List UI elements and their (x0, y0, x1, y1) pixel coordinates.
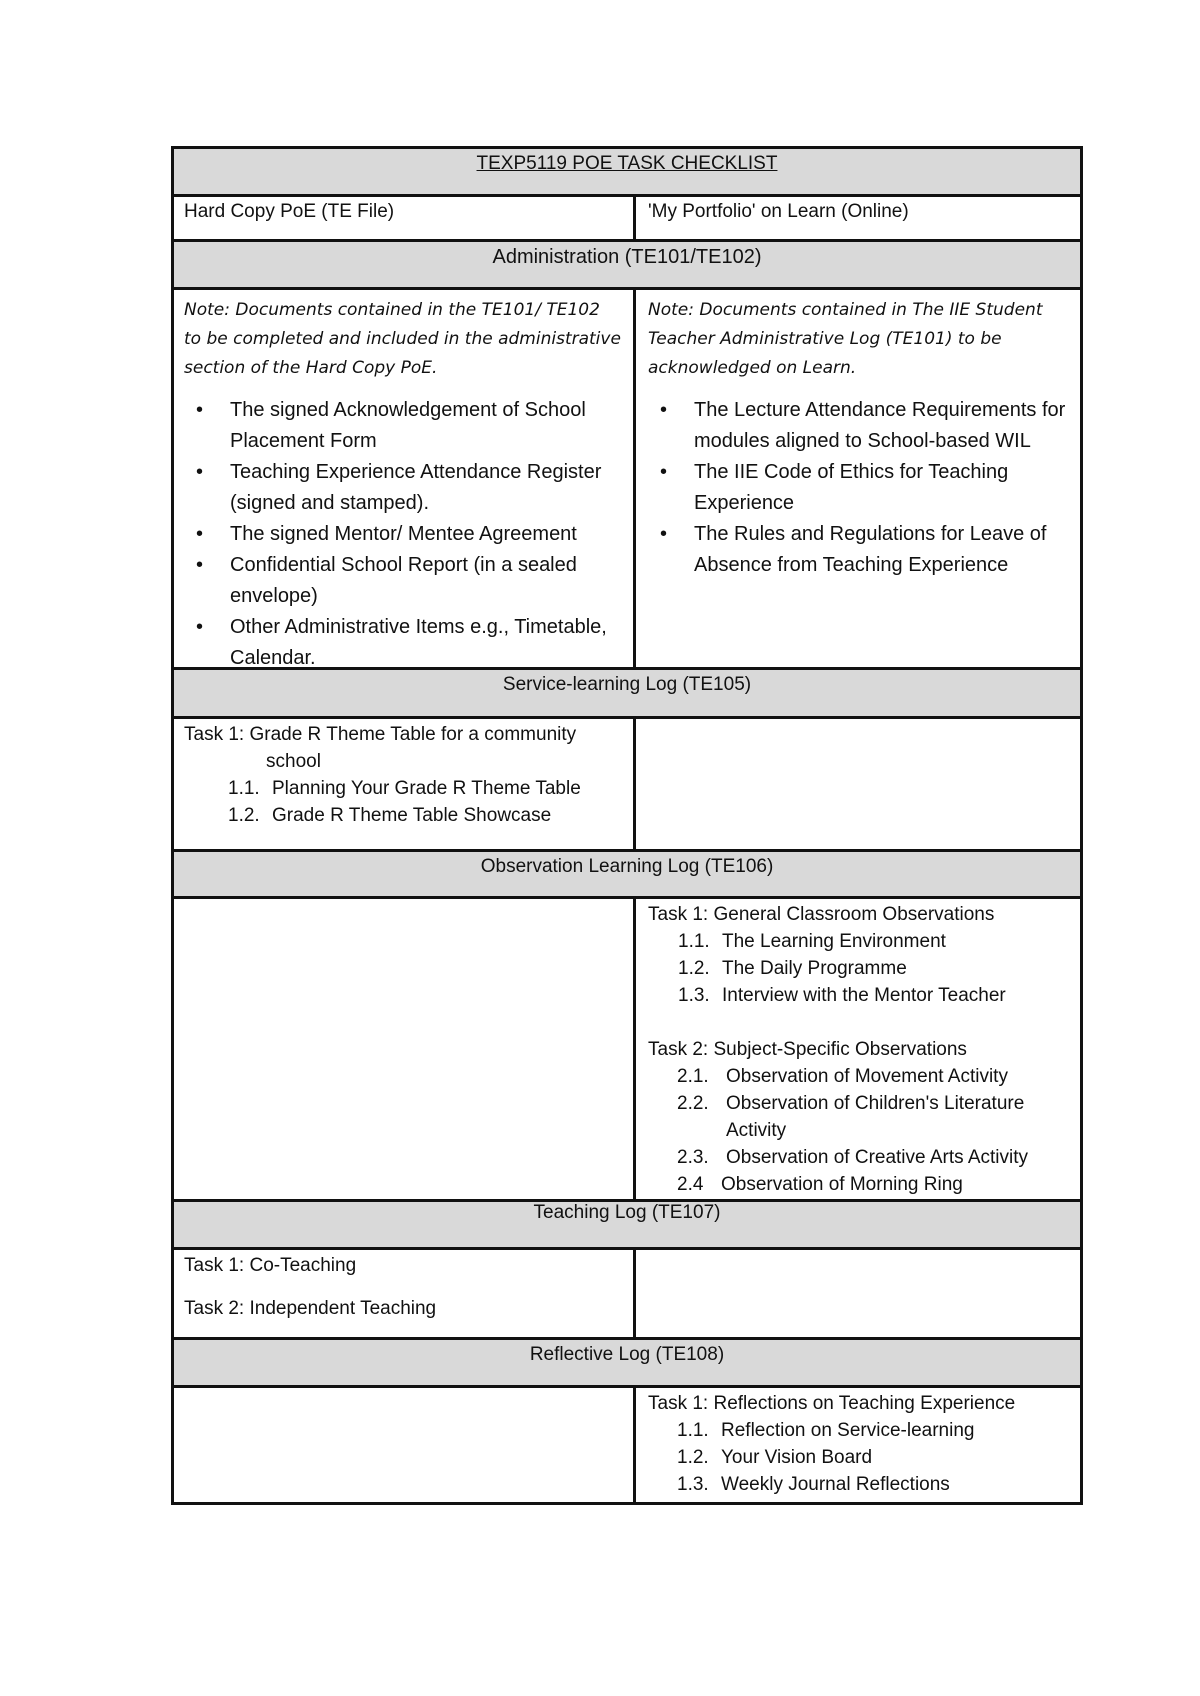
service-learning-hard-copy-cell (174, 719, 636, 849)
teaching-hard-copy-cell (174, 1250, 636, 1337)
observation-heading: Observation Learning Log (TE106) (480, 856, 774, 877)
teaching-heading: Teaching Log (TE107) (533, 1202, 721, 1223)
bullet-icon: • (196, 461, 204, 483)
teaching-online-cell (636, 1250, 1080, 1337)
administration-hard-copy-list (184, 395, 621, 674)
column-heading-online: 'My Portfolio' on Learn (Online) (648, 201, 909, 222)
bullet-icon: • (660, 461, 668, 483)
list-item: • The Rules and Regulations for Leave of Absence from Teaching Experience (648, 519, 1068, 581)
poe-task-checklist-table (171, 146, 1083, 1505)
list-item: • The signed Mentor/ Mentee Agreement (184, 519, 621, 550)
service-learning-heading-row (174, 670, 1080, 719)
teaching-task-1: Task 1: Co-Teaching (184, 1255, 357, 1276)
list-item: 2.4 Observation of Morning Ring (677, 1174, 963, 1195)
service-learning-online-cell (636, 719, 1080, 849)
observation-content-row (174, 899, 1080, 1202)
observation-heading-row (174, 852, 1080, 899)
list-item: 1.2. The Daily Programme (678, 958, 907, 979)
teaching-content-row (174, 1250, 1080, 1340)
administration-heading-row (174, 242, 1080, 290)
column-heading-hard-copy: Hard Copy PoE (TE File) (174, 197, 636, 239)
teaching-task-2: Task 2: Independent Teaching (184, 1298, 437, 1319)
service-learning-task-1: Task 1: Grade R Theme Table for a community school (184, 724, 577, 772)
bullet-icon: • (196, 554, 204, 576)
list-item: • The IIE Code of Ethics for Teaching Experience (648, 457, 1068, 519)
title-row (174, 149, 1080, 197)
list-item: • The Lecture Attendance Requirements for modules aligned to School-based WIL (648, 395, 1068, 457)
bullet-icon: • (196, 399, 204, 421)
observation-task-1: Task 1: General Classroom Observations (648, 904, 995, 925)
list-item: • Teaching Experience Attendance Register (signed and stamped). (184, 457, 621, 519)
list-item: • The signed Acknowledgement of School Placement Form (184, 395, 621, 457)
list-item: 1.1. Reflection on Service-learning (677, 1420, 975, 1441)
administration-online-list (648, 395, 1068, 581)
bullet-icon: • (196, 616, 204, 638)
table-title: TEXP5119 POE TASK CHECKLIST (476, 153, 778, 174)
list-item: • Other Administrative Items e.g., Timetable, Calendar. (184, 612, 621, 674)
list-item: 2.2. Observation of Children's Literature Activity (677, 1093, 1025, 1141)
bullet-icon: • (660, 523, 668, 545)
reflective-task-1: Task 1: Reflections on Teaching Experience (648, 1393, 1016, 1414)
administration-heading: Administration (TE101/TE102) (492, 246, 762, 268)
list-item: • Confidential School Report (in a sealed envelope) (184, 550, 621, 612)
list-item: 1.2. Your Vision Board (677, 1447, 873, 1468)
administration-hard-copy-note: Note: Documents contained in the TE101/ TE102 to be completed and included in the administrative section of the Hard Copy PoE. (184, 300, 621, 378)
administration-online-cell (636, 290, 1080, 667)
bullet-icon: • (196, 523, 204, 545)
reflective-hard-copy-cell (174, 1388, 636, 1502)
list-item: 2.1. Observation of Movement Activity (677, 1066, 1008, 1087)
teaching-heading-row (174, 1202, 1080, 1250)
reflective-online-cell (636, 1388, 1080, 1502)
list-item: 1.2. Grade R Theme Table Showcase (228, 805, 552, 826)
reflective-content-row (174, 1388, 1080, 1502)
bullet-icon: • (660, 399, 668, 421)
observation-online-cell (636, 899, 1080, 1199)
column-headings-row (174, 197, 1080, 242)
administration-online-note: Note: Documents contained in The IIE Student Teacher Administrative Log (TE101) to be acknowledged on Learn. (648, 300, 1043, 378)
administration-hard-copy-cell (174, 290, 636, 667)
service-learning-heading: Service-learning Log (TE105) (502, 674, 752, 695)
reflective-heading-row (174, 1340, 1080, 1388)
administration-content-row (174, 290, 1080, 670)
list-item: 1.1. The Learning Environment (678, 931, 946, 952)
list-item: 1.3. Interview with the Mentor Teacher (678, 985, 1006, 1006)
list-item: 1.1. Planning Your Grade R Theme Table (228, 778, 581, 799)
list-item: 1.3. Weekly Journal Reflections (677, 1474, 950, 1495)
observation-task-2: Task 2: Subject-Specific Observations (648, 1039, 967, 1060)
observation-hard-copy-cell (174, 899, 636, 1199)
service-learning-content-row (174, 719, 1080, 852)
reflective-heading: Reflective Log (TE108) (529, 1344, 725, 1365)
list-item: 2.3. Observation of Creative Arts Activity (677, 1147, 1029, 1168)
